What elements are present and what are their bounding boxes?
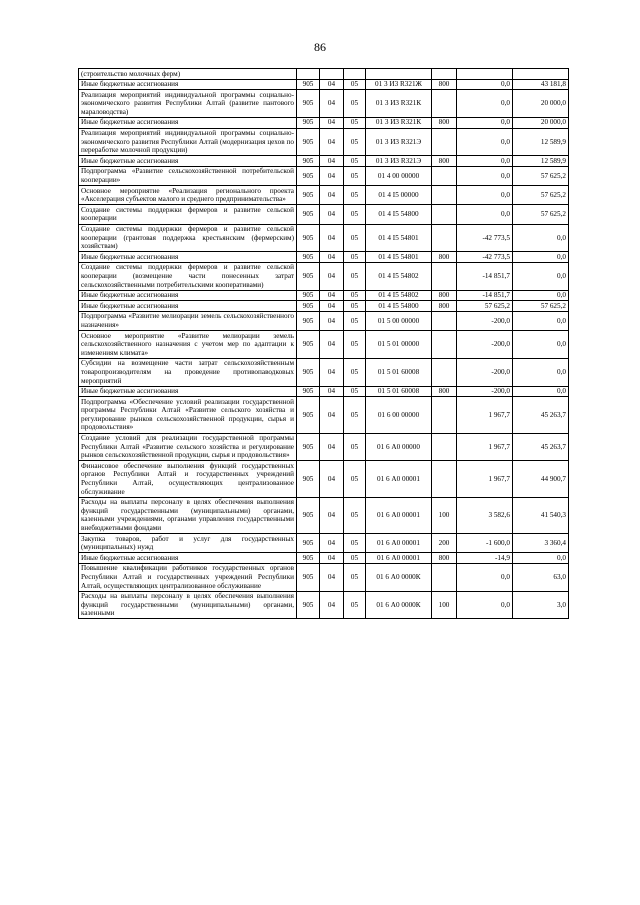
amount-change-cell: -42 773,5 (457, 224, 513, 252)
target-article-cell: 01 6 А0 00001 (366, 497, 432, 533)
amount-change-cell: -200,0 (457, 311, 513, 330)
section-code-cell: 04 (320, 301, 344, 312)
table-row (79, 386, 569, 397)
table-row (79, 290, 569, 301)
target-article-cell: 01 4 I5 00000 (366, 186, 432, 205)
subsection-code-cell: 05 (344, 553, 366, 564)
expense-type-cell (432, 331, 457, 359)
amount-total-cell: 0,0 (513, 358, 569, 386)
admin-code-cell: 905 (297, 301, 320, 312)
amount-change-cell: -14 851,7 (457, 262, 513, 290)
admin-code-cell: 905 (297, 128, 320, 156)
table-row (79, 186, 569, 205)
amount-total-cell: 44 900,7 (513, 461, 569, 497)
row-name-cell: Иные бюджетные ассигнования (79, 386, 297, 397)
row-name-cell: Создание системы поддержки фермеров и развитие сельской кооперации (возмещение части понесенных затрат сельскохозяйственными потребительскими кооперативами) (79, 262, 297, 290)
row-name-cell: Расходы на выплаты персоналу в целях обеспечения выполнения функций государственными (муниципальными) органами, казенными учреждениями, органами управления государственными внебюджетными фондами (79, 497, 297, 533)
admin-code-cell: 905 (297, 79, 320, 90)
section-code-cell: 04 (320, 563, 344, 591)
amount-change-cell: 0,0 (457, 205, 513, 224)
amount-change-cell: -14 851,7 (457, 290, 513, 301)
target-article-cell: 01 3 И3 R321Э (366, 156, 432, 167)
amount-total-cell: 12 589,9 (513, 128, 569, 156)
section-code-cell: 04 (320, 497, 344, 533)
subsection-code-cell: 05 (344, 290, 366, 301)
subsection-code-cell: 05 (344, 252, 366, 263)
table-row (79, 553, 569, 564)
row-name-cell: Иные бюджетные ассигнования (79, 252, 297, 263)
admin-code-cell: 905 (297, 433, 320, 461)
budget-table-body (79, 69, 569, 619)
admin-code-cell: 905 (297, 290, 320, 301)
admin-code-cell (297, 69, 320, 80)
table-row (79, 311, 569, 330)
section-code-cell (320, 69, 344, 80)
target-article-cell (366, 69, 432, 80)
row-name-cell: Основное мероприятие «Реализация регионального проекта «Акселерация субъектов малого и среднего предпринимательства» (79, 186, 297, 205)
table-row (79, 69, 569, 80)
table-row (79, 497, 569, 533)
amount-change-cell: 0,0 (457, 128, 513, 156)
amount-change-cell: 1 967,7 (457, 461, 513, 497)
section-code-cell: 04 (320, 386, 344, 397)
section-code-cell: 04 (320, 397, 344, 433)
section-code-cell: 04 (320, 262, 344, 290)
section-code-cell: 04 (320, 534, 344, 553)
subsection-code-cell: 05 (344, 301, 366, 312)
row-name-cell: Реализация мероприятий индивидуальной программы социально-экономического развития Республики Алтай (развитие пантового мараловодства) (79, 90, 297, 118)
amount-change-cell: -1 600,0 (457, 534, 513, 553)
section-code-cell: 04 (320, 553, 344, 564)
row-name-cell: Финансовое обеспечение выполнения функций государственных органов Республики Алтай и государственных учреждений Республики Алтай, осуществляющих централизованное обслуживание (79, 461, 297, 497)
row-name-cell: Подпрограмма «Обеспечение условий реализации государственной программы Республики Алтай «Развитие сельского хозяйства и регулирование рынков сельскохозяйственной продукции, сырья и продовольствия» (79, 397, 297, 433)
table-row (79, 301, 569, 312)
expense-type-cell: 800 (432, 553, 457, 564)
subsection-code-cell: 05 (344, 79, 366, 90)
table-row (79, 205, 569, 224)
admin-code-cell: 905 (297, 534, 320, 553)
section-code-cell: 04 (320, 128, 344, 156)
amount-total-cell: 0,0 (513, 252, 569, 263)
table-row (79, 166, 569, 185)
amount-total-cell: 0,0 (513, 290, 569, 301)
target-article-cell: 01 4 I5 54802 (366, 290, 432, 301)
section-code-cell: 04 (320, 117, 344, 128)
subsection-code-cell: 05 (344, 186, 366, 205)
table-row (79, 224, 569, 252)
expense-type-cell (432, 69, 457, 80)
amount-total-cell: 45 263,7 (513, 397, 569, 433)
subsection-code-cell: 05 (344, 534, 366, 553)
admin-code-cell: 905 (297, 386, 320, 397)
target-article-cell: 01 3 И3 R321К (366, 117, 432, 128)
amount-total-cell: 45 263,7 (513, 433, 569, 461)
amount-change-cell: -200,0 (457, 331, 513, 359)
subsection-code-cell: 05 (344, 128, 366, 156)
amount-change-cell: 57 625,2 (457, 301, 513, 312)
subsection-code-cell: 05 (344, 166, 366, 185)
row-name-cell: Закупка товаров, работ и услуг для государственных (муниципальных) нужд (79, 534, 297, 553)
section-code-cell: 04 (320, 166, 344, 185)
admin-code-cell: 905 (297, 311, 320, 330)
subsection-code-cell: 05 (344, 90, 366, 118)
amount-change-cell: 0,0 (457, 79, 513, 90)
target-article-cell: 01 4 I5 54801 (366, 224, 432, 252)
amount-total-cell: 63,0 (513, 563, 569, 591)
budget-table (78, 68, 569, 619)
subsection-code-cell: 05 (344, 433, 366, 461)
subsection-code-cell (344, 69, 366, 80)
subsection-code-cell: 05 (344, 156, 366, 167)
amount-change-cell: 0,0 (457, 90, 513, 118)
target-article-cell: 01 4 I5 54800 (366, 205, 432, 224)
admin-code-cell: 905 (297, 553, 320, 564)
table-row (79, 90, 569, 118)
table-row (79, 534, 569, 553)
amount-total-cell: 43 181,8 (513, 79, 569, 90)
amount-total-cell: 0,0 (513, 331, 569, 359)
subsection-code-cell: 05 (344, 497, 366, 533)
table-row (79, 128, 569, 156)
subsection-code-cell: 05 (344, 331, 366, 359)
target-article-cell: 01 6 А0 0000К (366, 591, 432, 619)
admin-code-cell: 905 (297, 461, 320, 497)
amount-total-cell: 20 000,0 (513, 117, 569, 128)
expense-type-cell: 800 (432, 79, 457, 90)
subsection-code-cell: 05 (344, 397, 366, 433)
row-name-cell: Иные бюджетные ассигнования (79, 156, 297, 167)
row-name-cell: Субсидии на возмещение части затрат сельскохозяйственным товаропроизводителям на проведение противопаводковых мероприятий (79, 358, 297, 386)
row-name-cell: Реализация мероприятий индивидуальной программы социально-экономического развития Республики Алтай (модернизация цехов по переработке молочной продукции) (79, 128, 297, 156)
row-name-cell: Иные бюджетные ассигнования (79, 553, 297, 564)
amount-total-cell: 0,0 (513, 224, 569, 252)
amount-total-cell: 41 540,3 (513, 497, 569, 533)
admin-code-cell: 905 (297, 497, 320, 533)
expense-type-cell: 800 (432, 156, 457, 167)
subsection-code-cell: 05 (344, 224, 366, 252)
amount-total-cell: 57 625,2 (513, 301, 569, 312)
expense-type-cell: 100 (432, 497, 457, 533)
admin-code-cell: 905 (297, 331, 320, 359)
target-article-cell: 01 4 00 00000 (366, 166, 432, 185)
expense-type-cell: 200 (432, 534, 457, 553)
admin-code-cell: 905 (297, 186, 320, 205)
amount-total-cell: 0,0 (513, 311, 569, 330)
amount-change-cell: -42 773,5 (457, 252, 513, 263)
table-row (79, 397, 569, 433)
target-article-cell: 01 3 И3 R321Ж (366, 79, 432, 90)
admin-code-cell: 905 (297, 262, 320, 290)
section-code-cell: 04 (320, 311, 344, 330)
admin-code-cell: 905 (297, 563, 320, 591)
admin-code-cell: 905 (297, 397, 320, 433)
target-article-cell: 01 6 А0 0000К (366, 563, 432, 591)
admin-code-cell: 905 (297, 591, 320, 619)
expense-type-cell (432, 166, 457, 185)
amount-total-cell: 0,0 (513, 386, 569, 397)
amount-total-cell: 57 625,2 (513, 166, 569, 185)
expense-type-cell (432, 224, 457, 252)
row-name-cell: Расходы на выплаты персоналу в целях обеспечения выполнения функций государственными (муниципальными) органами, казенными (79, 591, 297, 619)
amount-change-cell: -200,0 (457, 386, 513, 397)
target-article-cell: 01 4 I5 54802 (366, 262, 432, 290)
expense-type-cell (432, 128, 457, 156)
amount-total-cell: 0,0 (513, 553, 569, 564)
expense-type-cell (432, 397, 457, 433)
row-name-cell: Создание условий для реализации государственной программы Республики Алтай «Развитие сельского хозяйства и регулирование рынков сельскохозяйственной продукции, сырья и продовольствия» (79, 433, 297, 461)
amount-total-cell: 12 589,9 (513, 156, 569, 167)
expense-type-cell: 800 (432, 252, 457, 263)
section-code-cell: 04 (320, 156, 344, 167)
target-article-cell: 01 4 I5 54801 (366, 252, 432, 263)
admin-code-cell: 905 (297, 166, 320, 185)
amount-change-cell (457, 69, 513, 80)
target-article-cell: 01 4 I5 54800 (366, 301, 432, 312)
section-code-cell: 04 (320, 224, 344, 252)
subsection-code-cell: 05 (344, 358, 366, 386)
table-row (79, 262, 569, 290)
amount-total-cell: 0,0 (513, 262, 569, 290)
table-row (79, 563, 569, 591)
target-article-cell: 01 3 И3 R321К (366, 90, 432, 118)
expense-type-cell: 800 (432, 386, 457, 397)
expense-type-cell (432, 311, 457, 330)
admin-code-cell: 905 (297, 90, 320, 118)
section-code-cell: 04 (320, 358, 344, 386)
amount-total-cell: 20 000,0 (513, 90, 569, 118)
table-row (79, 156, 569, 167)
section-code-cell: 04 (320, 461, 344, 497)
amount-total-cell: 3,0 (513, 591, 569, 619)
amount-change-cell: -200,0 (457, 358, 513, 386)
target-article-cell: 01 6 А0 00000 (366, 433, 432, 461)
section-code-cell: 04 (320, 79, 344, 90)
section-code-cell: 04 (320, 433, 344, 461)
admin-code-cell: 905 (297, 205, 320, 224)
target-article-cell: 01 5 01 60008 (366, 358, 432, 386)
section-code-cell: 04 (320, 252, 344, 263)
expense-type-cell (432, 461, 457, 497)
section-code-cell: 04 (320, 90, 344, 118)
expense-type-cell (432, 90, 457, 118)
row-name-cell: Основное мероприятие «Развитие мелиорации земель сельскохозяйственного назначения с учетом мер по адаптации к изменениям климата» (79, 331, 297, 359)
amount-change-cell: 1 967,7 (457, 397, 513, 433)
table-row (79, 433, 569, 461)
row-name-cell: Подпрограмма «Развитие сельскохозяйственной потребительской кооперации» (79, 166, 297, 185)
admin-code-cell: 905 (297, 252, 320, 263)
table-row (79, 79, 569, 90)
expense-type-cell (432, 262, 457, 290)
amount-total-cell: 57 625,2 (513, 186, 569, 205)
amount-change-cell: 1 967,7 (457, 433, 513, 461)
row-name-cell: Создание системы поддержки фермеров и развитие сельской кооперации (79, 205, 297, 224)
admin-code-cell: 905 (297, 358, 320, 386)
amount-change-cell: 3 582,6 (457, 497, 513, 533)
section-code-cell: 04 (320, 591, 344, 619)
subsection-code-cell: 05 (344, 311, 366, 330)
row-name-cell: Иные бюджетные ассигнования (79, 117, 297, 128)
section-code-cell: 04 (320, 290, 344, 301)
section-code-cell: 04 (320, 331, 344, 359)
expense-type-cell: 800 (432, 301, 457, 312)
amount-total-cell: 57 625,2 (513, 205, 569, 224)
admin-code-cell: 905 (297, 224, 320, 252)
row-name-cell: Иные бюджетные ассигнования (79, 301, 297, 312)
row-name-cell: Иные бюджетные ассигнования (79, 290, 297, 301)
target-article-cell: 01 5 00 00000 (366, 311, 432, 330)
expense-type-cell: 100 (432, 591, 457, 619)
expense-type-cell (432, 433, 457, 461)
table-row (79, 252, 569, 263)
table-row (79, 591, 569, 619)
row-name-cell: Повышение квалификации работников государственных органов Республики Алтай и государственных учреждений Республики Алтай, осуществляющих централизованное обслуживание (79, 563, 297, 591)
section-code-cell: 04 (320, 205, 344, 224)
expense-type-cell (432, 186, 457, 205)
amount-change-cell: -14,9 (457, 553, 513, 564)
expense-type-cell (432, 358, 457, 386)
target-article-cell: 01 6 А0 00001 (366, 534, 432, 553)
amount-change-cell: 0,0 (457, 156, 513, 167)
row-name-cell: (строительство молочных ферм) (79, 69, 297, 80)
amount-change-cell: 0,0 (457, 186, 513, 205)
amount-total-cell: 3 360,4 (513, 534, 569, 553)
expense-type-cell (432, 205, 457, 224)
section-code-cell: 04 (320, 186, 344, 205)
page-number: 86 (314, 40, 326, 54)
admin-code-cell: 905 (297, 156, 320, 167)
target-article-cell: 01 3 И3 R321Э (366, 128, 432, 156)
subsection-code-cell: 05 (344, 205, 366, 224)
row-name-cell: Иные бюджетные ассигнования (79, 79, 297, 90)
row-name-cell: Создание системы поддержки фермеров и развитие сельской кооперации (грантовая поддержка крестьянским (фермерским) хозяйствам) (79, 224, 297, 252)
target-article-cell: 01 5 01 60008 (366, 386, 432, 397)
admin-code-cell: 905 (297, 117, 320, 128)
subsection-code-cell: 05 (344, 386, 366, 397)
amount-change-cell: 0,0 (457, 591, 513, 619)
subsection-code-cell: 05 (344, 262, 366, 290)
table-row (79, 358, 569, 386)
table-row (79, 331, 569, 359)
subsection-code-cell: 05 (344, 591, 366, 619)
table-row (79, 461, 569, 497)
subsection-code-cell: 05 (344, 563, 366, 591)
subsection-code-cell: 05 (344, 461, 366, 497)
table-row (79, 117, 569, 128)
amount-total-cell (513, 69, 569, 80)
target-article-cell: 01 6 00 00000 (366, 397, 432, 433)
amount-change-cell: 0,0 (457, 563, 513, 591)
target-article-cell: 01 5 01 00000 (366, 331, 432, 359)
target-article-cell: 01 6 А0 00001 (366, 461, 432, 497)
amount-change-cell: 0,0 (457, 166, 513, 185)
row-name-cell: Подпрограмма «Развитие мелиорации земель сельскохозяйственного назначения» (79, 311, 297, 330)
amount-change-cell: 0,0 (457, 117, 513, 128)
expense-type-cell: 800 (432, 117, 457, 128)
expense-type-cell (432, 563, 457, 591)
expense-type-cell: 800 (432, 290, 457, 301)
target-article-cell: 01 6 А0 00001 (366, 553, 432, 564)
subsection-code-cell: 05 (344, 117, 366, 128)
